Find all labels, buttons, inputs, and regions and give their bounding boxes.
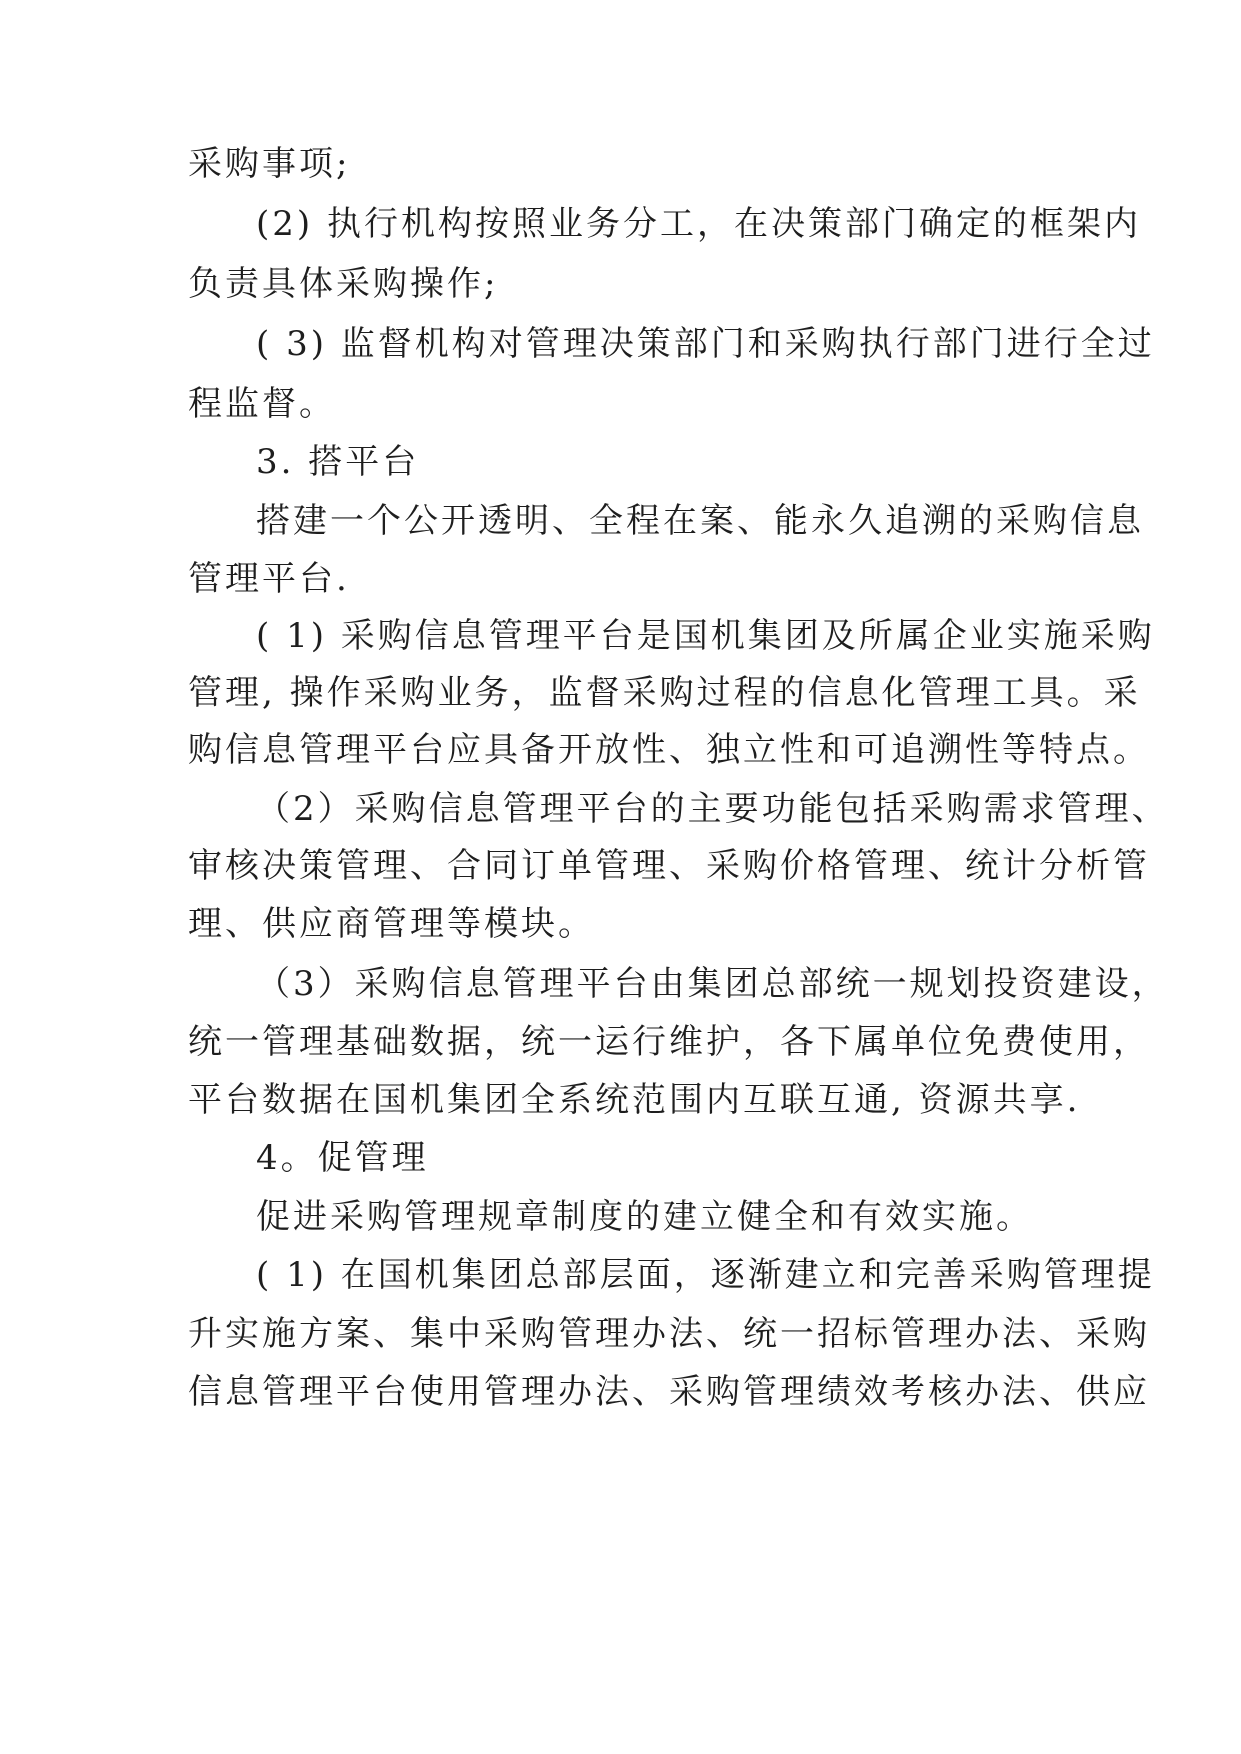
text-line: 采购事项; [188,144,351,184]
text-line: 升实施方案、集中采购管理办法、统一招标管理办法、采购 [188,1314,1150,1354]
section-heading: 3. 搭平台 [256,442,420,482]
text-line: 统一管理基础数据，统一运行维护，各下属单位免费使用， [188,1022,1150,1062]
section-heading: 4。促管理 [256,1138,429,1178]
text-line: 搭建一个公开透明、全程在案、能永久追溯的采购信息 [256,501,1144,541]
text-line: ( 1) 采购信息管理平台是国机集团及所属企业实施采购 [256,616,1155,656]
text-line: 管理平台. [188,559,350,599]
text-line: （3）采购信息管理平台由集团总部统一规划投资建设， [256,964,1169,1004]
text-line: 程监督。 [188,384,336,424]
text-line: 平台数据在国机集团全系统范围内互联互通, 资源共享. [188,1080,1081,1120]
text-line: (2) 执行机构按照业务分工，在决策部门确定的框架内 [256,204,1141,244]
text-line: 理、供应商管理等模块。 [188,904,595,944]
text-line: ( 3) 监督机构对管理决策部门和采购执行部门进行全过 [256,324,1155,364]
text-line: 审核决策管理、合同订单管理、采购价格管理、统计分析管 [188,846,1150,886]
text-line: 购信息管理平台应具备开放性、独立性和可追溯性等特点。 [188,730,1150,770]
text-line: 负责具体采购操作; [188,264,499,304]
text-line: ( 1) 在国机集团总部层面，逐渐建立和完善采购管理提 [256,1255,1155,1295]
text-line: 信息管理平台使用管理办法、采购管理绩效考核办法、供应 [188,1372,1150,1412]
text-line: 促进采购管理规章制度的建立健全和有效实施。 [256,1197,1033,1237]
text-line: （2）采购信息管理平台的主要功能包括采购需求管理、 [256,789,1169,829]
text-line: 管理, 操作采购业务，监督采购过程的信息化管理工具。采 [188,673,1141,713]
